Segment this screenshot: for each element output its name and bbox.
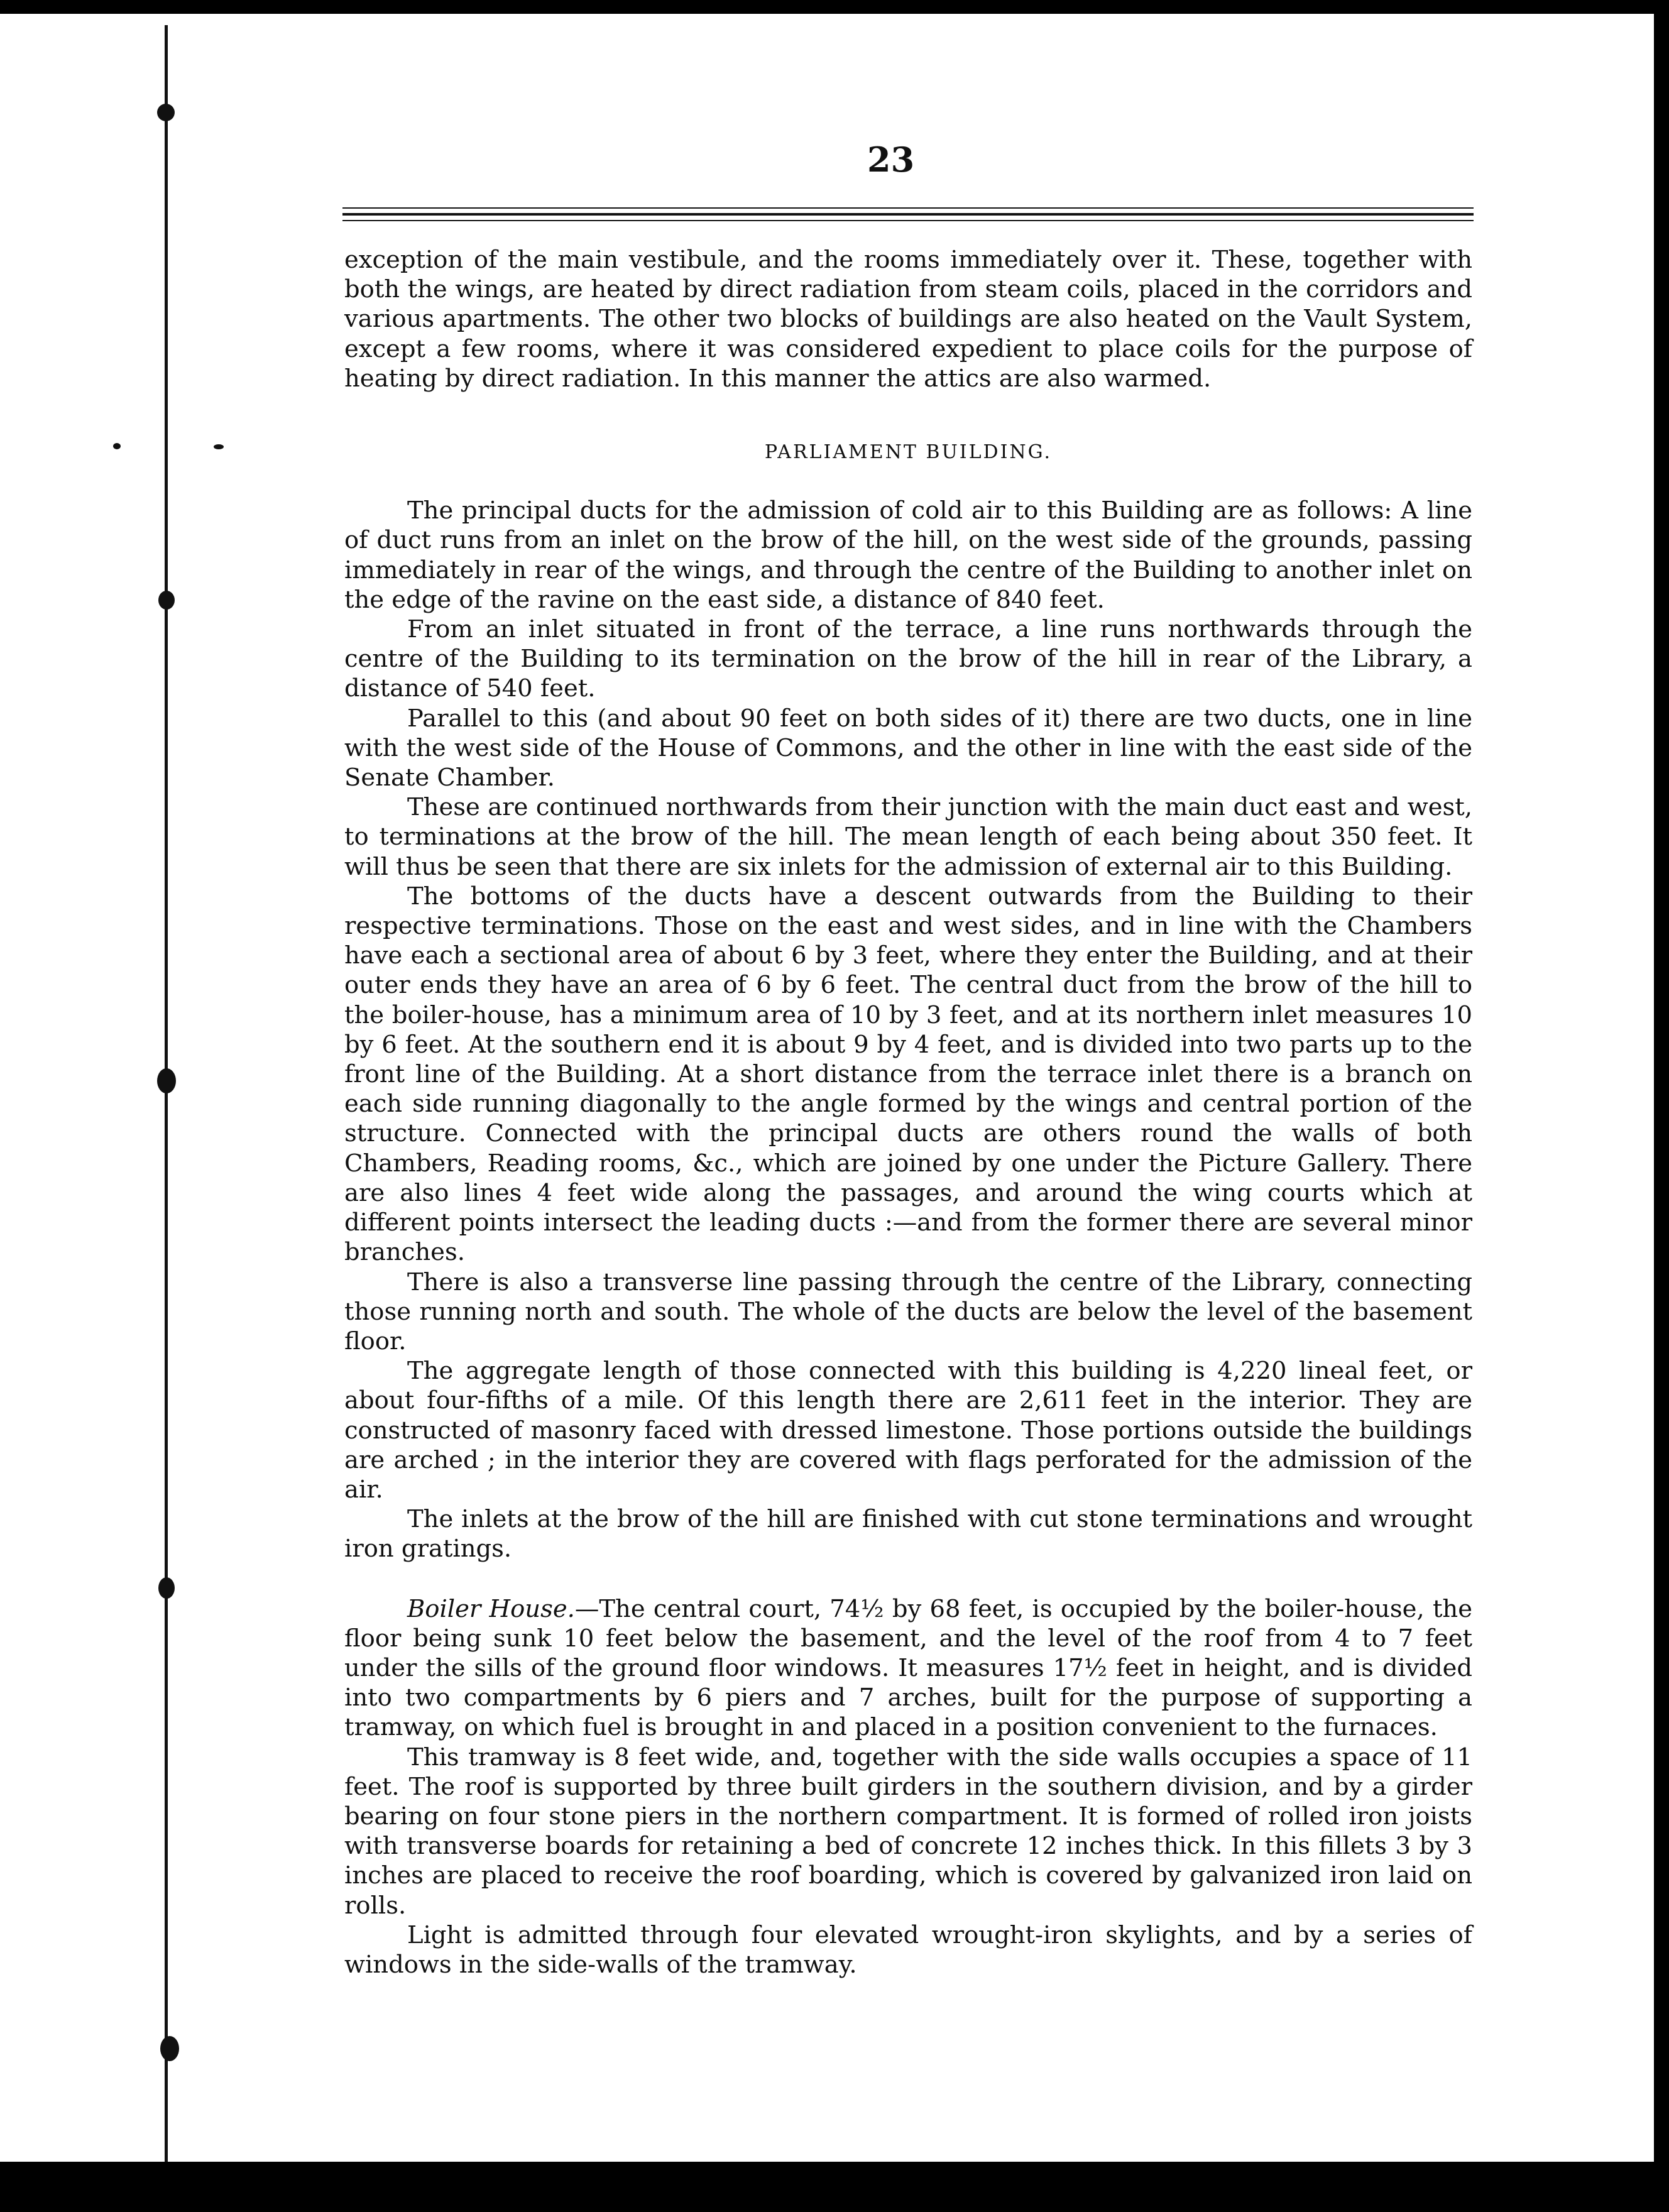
paragraph: The inlets at the brow of the hill are finished with cut stone terminations and wrought iron gratings. [344, 1505, 1472, 1563]
boiler-house-title: Boiler House. [407, 1594, 575, 1623]
binding-mark [158, 591, 175, 610]
paragraph: Parallel to this (and about 90 feet on both sides of it) there are two ducts, one in line with the west side of the House of Commons, and the other in line with the east side of the Senate Chamber. [344, 704, 1472, 792]
header-rule [342, 207, 1474, 226]
binding-mark [157, 1068, 176, 1093]
paragraph: Light is admitted through four elevated wrought-iron skylights, and by a series of windows in the side-walls of the tramway. [344, 1920, 1472, 1979]
scan-border-top [0, 0, 1669, 14]
paragraph: From an inlet situated in front of the terrace, a line runs northwards through the centre of the Building to its termination on the brow of the hill in rear of the Library, a distance of 540 feet. [344, 615, 1472, 703]
page-number: 23 [867, 140, 915, 180]
scan-border-right [1654, 0, 1669, 2212]
paragraph: This tramway is 8 feet wide, and, together with the side walls occupies a space of 11 feet. The roof is supported by three built girders in the southern division, and by a girder bearing on four stone piers in the northern compartment. It is formed of rolled iron joists with transverse boards for retaining a bed of concrete 12 inches thick. In this fillets 3 by 3 inches are placed to receive the roof boarding, which is covered by galvanized iron laid on rolls. [344, 1743, 1472, 1920]
paragraph: The aggregate length of those connected with this building is 4,220 lineal feet, or about four-fifths of a mile. Of this length there are 2,611 feet in the interior. They are constructed of masonry faced with dressed limestone. Those portions outside the buildings are arched ; in the interior they are covered with flags perforated for the admission of the air. [344, 1357, 1472, 1504]
binding-mark [113, 443, 121, 449]
paragraph: The bottoms of the ducts have a descent outwards from the Building to their respective terminations. Those on the east and west sides, and in line with the Chambers have each a sectional area of about 6 by 3 feet, where they enter the Building, and at their outer ends they have an area of 6 by 6 feet. The central duct from the brow of the hill to the boiler-house, has a minimum area of 10 by 3 feet, and at its northern inlet measures 10 by 6 feet. At the southern end it is about 9 by 4 feet, and is divided into two parts up to the front line of the Building. At a short distance from the terrace inlet there is a branch on each side running diagonally to the angle formed by the wings and central portion of the structure. Connected with the principal ducts are others round the walls of both Chambers, Reading rooms, &c., which are joined by one under the Picture Gallery. There are also lines 4 feet wide along the passages, and around the wing courts which at different points intersect the leading ducts :—and from the former there are several minor branches. [344, 882, 1472, 1267]
paragraph: The principal ducts for the admission of cold air to this Building are as follows: A line of duct runs from an inlet on the brow of the hill, on the west side of the grounds, passing immediately in rear of the wings, and through the centre of the Building to another inlet on the edge of the ravine on the east side, a distance of 840 feet. [344, 496, 1472, 614]
paragraph: There is also a transverse line passing through the centre of the Library, connecting those running north and south. The whole of the ducts are below the level of the basement floor. [344, 1268, 1472, 1355]
boiler-house-paragraph [344, 1594, 1472, 1743]
binding-mark [160, 2036, 179, 2061]
page-body [344, 245, 1472, 1979]
scan-border-bottom [0, 2162, 1669, 2212]
binding-line [165, 25, 168, 2162]
boiler-house-text: —The central court, 74½ by 68 feet, is occupied by the boiler-house, the floor being sunk 10 feet below the basement, and the level of the roof from 4 to 7 feet under the sills of the ground floor windows. It measures 17½ feet in height, and is divided into two compartments by 6 piers and 7 arches, built for the purpose of supporting a tramway, on which fuel is brought in and placed in a position convenient to the furnaces. [344, 1594, 1472, 1742]
paragraph: exception of the main vestibule, and the rooms immediately over it. These, together with both the wings, are heated by direct radiation from steam coils, placed in the corridors and various apartments. The other two blocks of buildings are also heated on the Vault System, except a few rooms, where it was considered expedient to place coils for the purpose of heating by direct radiation. In this manner the attics are also warmed. [344, 246, 1472, 393]
binding-mark [214, 444, 224, 449]
section-heading: PARLIAMENT BUILDING. [764, 441, 1053, 464]
binding-mark [158, 1577, 175, 1599]
binding-mark [157, 104, 175, 121]
paragraph: These are continued northwards from their junction with the main duct east and west, to terminations at the brow of the hill. The mean length of each being about 350 feet. It will thus be seen that there are six inlets for the admission of external air to this Building. [344, 793, 1472, 881]
